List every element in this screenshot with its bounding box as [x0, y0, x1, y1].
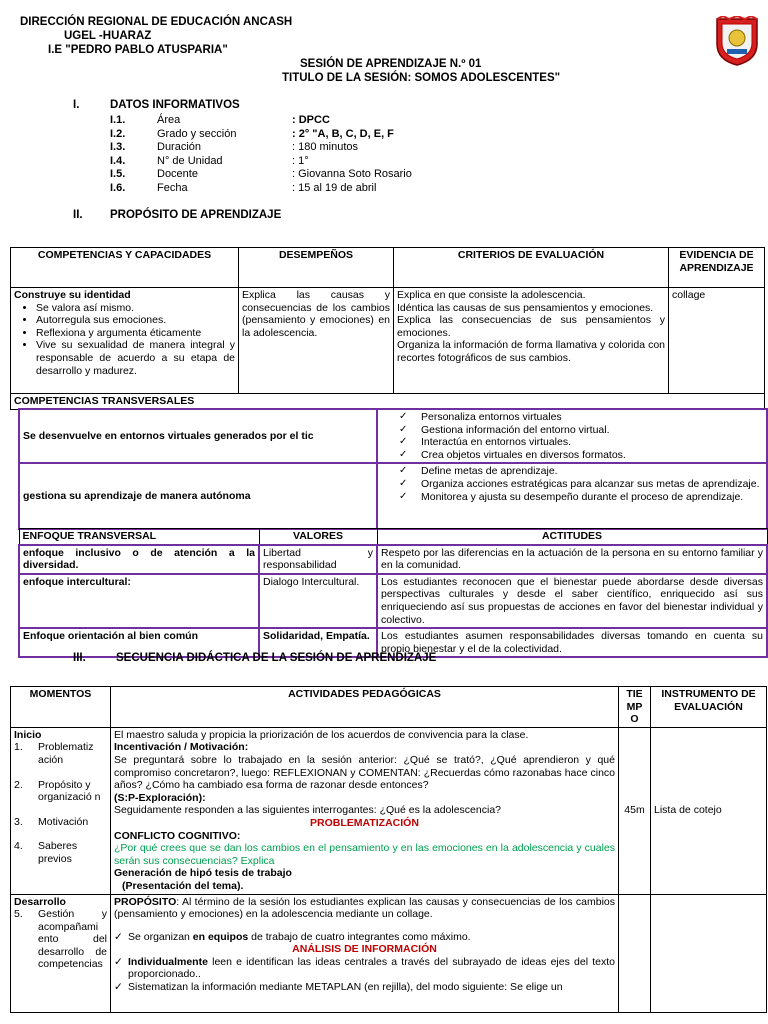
- organizan-text: ✓ Se organizan en equipos de trabajo de cuatro integrantes como máximo.: [114, 930, 471, 943]
- competencia-cell: [11, 288, 239, 394]
- instrumento-inicio: Lista de cotejo: [651, 727, 767, 894]
- section-1-number: I.: [73, 99, 80, 111]
- datos-code: I.6.: [110, 182, 126, 194]
- datos-value: : 1°: [292, 154, 309, 167]
- check-icon: ✓: [114, 930, 123, 943]
- momento-item: 1. Problematiz ación: [14, 741, 94, 766]
- analisis-label: ANÁLISIS DE INFORMACIÓN: [292, 943, 437, 956]
- secuencia-table: [10, 686, 767, 1013]
- header-actitudes: ACTITUDES: [377, 529, 767, 545]
- school-crest-icon: [714, 16, 760, 66]
- actividades-desarrollo: [111, 894, 619, 1012]
- momento-item: 3. Motivación: [14, 815, 89, 828]
- datos-value: : 180 minutos: [292, 141, 359, 154]
- valores-cell: Libertad y responsabilidad: [259, 545, 377, 574]
- hipotesis-label: Generación de hipó tesis de trabajo: [114, 867, 292, 880]
- transversales-table: [18, 408, 768, 530]
- actividades-inicio: [111, 727, 619, 894]
- header-instrumento: INSTRUMENTO DE EVALUACIÓN: [651, 687, 767, 728]
- evidencia-cell: collage: [669, 288, 765, 394]
- datos-value: : DPCC: [292, 114, 330, 126]
- header-valores: VALORES: [259, 529, 377, 545]
- header-tiempo: TIE MP O: [619, 687, 651, 728]
- check-icon: ✓: [114, 955, 123, 968]
- transversales-label: COMPETENCIAS TRANSVERSALES: [11, 394, 765, 410]
- header-desempenos: DESEMPEÑOS: [239, 248, 394, 288]
- momento-desarrollo: [11, 894, 111, 1012]
- header-line3: I.E "PEDRO PABLO ATUSPARIA": [48, 44, 228, 56]
- criterio-item: Explica en que consiste la adolescencia.: [397, 289, 586, 301]
- transversal-items: [377, 463, 767, 529]
- momento-label: Desarrollo: [14, 895, 66, 908]
- desempeno-cell: Explica las causas y consecuencias de los cambios (pensamiento y emociones) en la adolescencia.: [239, 288, 394, 394]
- actitudes-cell: Los estudiantes asumen responsabilidades diversas tomando en cuenta su propio bienestar y el de la colectividad.: [377, 628, 767, 657]
- actividad-text: El maestro saluda y propicia la priorización de los acuerdos de convivencia para la clase.: [114, 728, 529, 741]
- datos-label: Fecha: [157, 182, 188, 194]
- criterio-item: Explica las consecuencias de sus pensamientos y emociones.: [397, 314, 665, 339]
- datos-value: : 15 al 19 de abril: [292, 182, 377, 194]
- conflicto-pregunta: ¿Por qué crees que se dan los cambios en el pensamiento y en las emociones en la adolescencia y cuales serán sus consecuencias? Explica: [114, 842, 615, 867]
- criterios-cell: [394, 288, 669, 394]
- transversal-item: ✓ Define metas de aprendizaje.: [421, 465, 763, 478]
- momento-item: 4. Saberes previos: [14, 840, 78, 865]
- individual-text: ✓ Individualmente leen e identifican las ideas centrales a través del subrayado de ideas ejes del texto proporcionado..: [114, 955, 615, 981]
- session-number: SESIÓN DE APRENDIZAJE N.º 01: [300, 58, 482, 70]
- datos-label: Área: [157, 114, 181, 126]
- header-momentos: MOMENTOS: [11, 687, 111, 728]
- actividad-text: Se preguntará sobre lo trabajado en la sesión anterior: ¿Qué se trató?, ¿Qué aprendieron y qué compromiso concretaron?, luego: REFLEXIONAN y COMENTAN: ¿Recuerdas cómo razonabas hace cinco años? ¿Cómo ha cambiado esa forma de razonar desde entonces?: [114, 753, 615, 792]
- datos-label: N° de Unidad: [157, 154, 223, 167]
- enfoque-cell: enfoque intercultural:: [19, 574, 259, 628]
- momento-item: 2. Propósito y organizació n: [14, 778, 101, 804]
- datos-code: I.1.: [110, 114, 126, 126]
- actitudes-cell: Los estudiantes reconocen que el bienestar puede abordarse desde diversas perspectivas culturales y desde el saber científico, enriquecido así sus enriqueciendo así sus propuestas de acciones en favor del bienestar individual y colectivo.: [377, 574, 767, 628]
- transversal-item: ✓ Crea objetos virtuales en diversos formatos.: [421, 449, 763, 462]
- header-criterios: CRITERIOS DE EVALUACIÓN: [394, 248, 669, 288]
- criterio-item: Idéntica las causas de sus pensamientos y emociones.: [397, 301, 654, 314]
- incentivacion-label: Incentivación / Motivación:: [114, 741, 249, 754]
- competencia-name: Construye su identidad: [14, 289, 131, 301]
- instrumento-desarrollo: [651, 894, 767, 1012]
- capacidad-item: • Se valora así mismo.: [36, 302, 235, 315]
- transversal-items: [377, 409, 767, 463]
- transversal-item: ✓ Personaliza entornos virtuales: [421, 411, 763, 424]
- momento-inicio: [11, 727, 111, 894]
- enfoque-cell: Enfoque orientación al bien común: [19, 628, 259, 657]
- competencias-table: [10, 247, 765, 410]
- datos-label: Docente: [157, 168, 198, 181]
- actitudes-cell: Respeto por las diferencias en la actuación de la persona en su entorno familiar y en la comunidad.: [377, 545, 767, 574]
- conflicto-label: CONFLICTO COGNITIVO:: [114, 829, 241, 842]
- datos-code: I.5.: [110, 168, 126, 181]
- enfoque-cell: enfoque inclusivo o de atención a la diversidad.: [19, 545, 259, 574]
- valores-cell: Dialogo Intercultural.: [259, 574, 377, 628]
- header-actividades: ACTIVIDADES PEDAGÓGICAS: [111, 687, 619, 728]
- header-line1: DIRECCIÓN REGIONAL DE EDUCACIÓN ANCASH: [20, 16, 293, 28]
- section-3-number: III.: [73, 652, 86, 664]
- datos-label: Grado y sección: [157, 127, 237, 140]
- header-evidencia: EVIDENCIA DE APRENDIZAJE: [669, 248, 765, 288]
- transversal-item: ✓ Organiza acciones estratégicas para alcanzar sus metas de aprendizaje.: [421, 478, 763, 491]
- header-enfoque: ENFOQUE TRANSVERSAL: [19, 529, 259, 545]
- tiempo-desarrollo: [619, 894, 651, 1012]
- section-3-title: SECUENCIA DIDÁCTICA DE LA SESIÓN DE APRENDIZAJE: [116, 652, 437, 664]
- sistematizan-text: ✓ Sistematizan la información mediante METAPLAN (en rejilla), del modo siguiente: Se elige un: [114, 981, 563, 994]
- section-2-title: PROPÓSITO DE APRENDIZAJE: [110, 209, 282, 221]
- section-1-title: DATOS INFORMATIVOS: [110, 99, 240, 111]
- valores-cell: Solidaridad, Empatía.: [259, 628, 377, 657]
- presentacion-label: (Presentación del tema).: [122, 879, 244, 892]
- transversal-item: ✓ Monitorea y ajusta su desempeño durante el proceso de aprendizaje.: [421, 491, 763, 504]
- problematizacion-label: PROBLEMATIZACIÓN: [310, 816, 419, 829]
- enfoques-table: [18, 528, 768, 658]
- transversal-name: Se desenvuelve en entornos virtuales generados por el tic: [19, 409, 377, 463]
- datos-value: : 2° "A, B, C, D, E, F: [292, 127, 394, 140]
- transversal-item: ✓ Interactúa en entornos virtuales.: [421, 436, 763, 449]
- datos-value: : Giovanna Soto Rosario: [292, 168, 412, 181]
- criterio-item: Organiza la información de forma llamativa y colorida con recortes fotográficos de sus cambios.: [397, 339, 665, 364]
- datos-code: I.4.: [110, 154, 126, 167]
- session-title: TITULO DE LA SESIÓN: SOMOS ADOLESCENTES": [282, 72, 561, 84]
- capacidad-item: • Vive su sexualidad de manera integral y responsable de acuerdo a su etapa de desarrollo y madurez.: [36, 339, 235, 377]
- actividad-text: Seguidamente responden a las siguientes interrogantes: ¿Qué es la adolescencia?: [114, 804, 501, 817]
- capacidad-item: • Reflexiona y argumenta éticamente: [36, 327, 235, 340]
- transversal-item: ✓ Gestiona información del entorno virtual.: [421, 424, 763, 437]
- header-competencias: COMPETENCIAS Y CAPACIDADES: [11, 248, 239, 288]
- capacidad-item: • Autorregula sus emociones.: [36, 314, 235, 327]
- momento-item: 5. Gestión y acompañami ento del desarrollo de competencias: [14, 908, 107, 971]
- datos-label: Duración: [157, 141, 202, 154]
- datos-code: I.2.: [110, 127, 126, 140]
- proposito-text: PROPÓSITO: Al término de la sesión los estudiantes explican las causas y consecuencias de los cambios (pensamiento y emociones) en la adolescencia mediante un collage.: [114, 895, 615, 921]
- datos-code: I.3.: [110, 141, 126, 154]
- transversal-name: gestiona su aprendizaje de manera autónoma: [19, 463, 377, 529]
- tiempo-inicio: 45m: [619, 727, 651, 894]
- header-line2: UGEL -HUARAZ: [64, 30, 152, 42]
- check-icon: ✓: [114, 981, 123, 994]
- momento-label: Inicio: [14, 728, 42, 741]
- section-2-number: II.: [73, 209, 83, 221]
- exploracion-label: (S:P-Exploración):: [114, 791, 206, 804]
